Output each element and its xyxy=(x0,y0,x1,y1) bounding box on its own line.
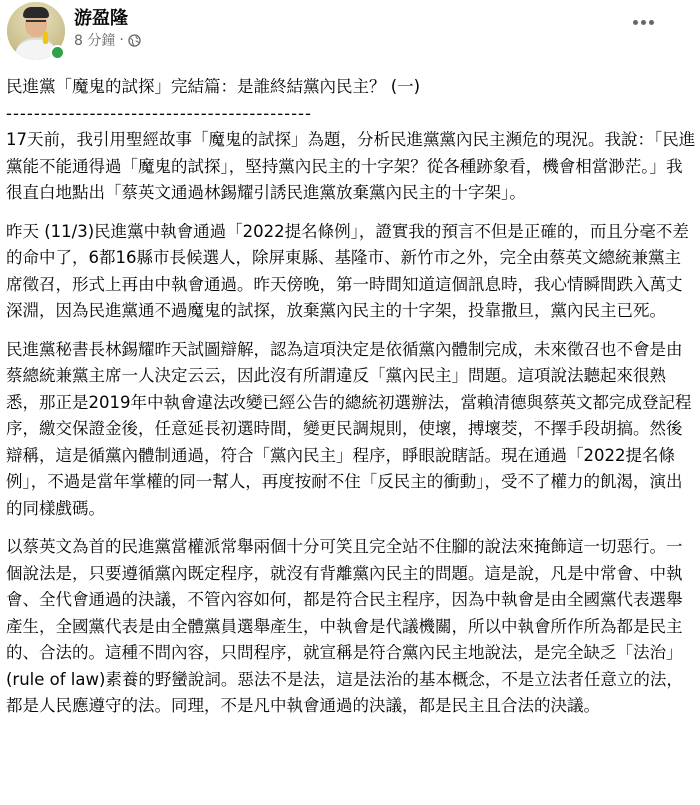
title-separator: -------------------------------------------- xyxy=(6,103,312,123)
author-name[interactable]: 游盈隆 xyxy=(74,8,128,29)
post-body xyxy=(6,74,696,720)
post-time[interactable]: 8 分鐘 xyxy=(74,33,116,49)
paragraph-1: 17天前，我引用聖經故事「魔鬼的試探」為題，分析民進黨黨內民主瀕危的現況。我說：「民進黨能不能通得過「魔鬼的試探」，堅持黨內民主的十字架？從各種跡象看，機會相當渺茫。」我很直白地點出「蔡英文通過林錫耀引誘民進黨放棄黨內民主的十字架」。 xyxy=(6,130,696,202)
paragraph-2: 昨天 (11/3)民進黨中執會通過「2022提名條例」，證實我的預言不但是正確的，而且分毫不差的命中了，6都16縣市長候選人，除屏東縣、基隆市、新竹市之外，完全由蔡英文總統兼黨主席徵召，形式上再由中執會通過。昨天傍晚，第一時間知道這個訊息時，我心情瞬間跌入萬丈深淵，因為民進黨通不過魔鬼的試探，放棄黨內民主的十字架，投靠撒旦，黨內民主已死。 xyxy=(6,221,689,320)
paragraph-3: 民進黨秘書長林錫耀昨天試圖辯解，認為這項決定是依循黨內體制完成，未來徵召也不會是由蔡總統兼黨主席一人決定云云，因此沒有所謂違反「黨內民主」問題。這項說法聽起來很熟悉，那正是2019年中執會違法改變已經公告的總統初選辦法，當賴清德與蔡英文都完成登記程序，繳交保證金後，任意延長初選時間，變更民調規則，使壞，搏壞茭，不擇手段胡搞。然後辯稱，這是循黨內體制通過，符合「黨內民主」程序，睜眼說瞎話。現在通過「2022提名條例」，不過是當年掌權的同一幫人，再度按耐不住「反民主的衝動」，受不了權力的飢渴，演出的同樣戲碼。 xyxy=(6,339,692,518)
more-options-icon[interactable] xyxy=(628,10,658,34)
post-header xyxy=(0,0,700,64)
post-title: 民進黨「魔鬼的試探」完結篇：是誰終結黨內民主？ (一) xyxy=(6,77,421,96)
online-status-dot xyxy=(50,45,65,60)
meta-separator: · xyxy=(119,32,124,48)
paragraph-4: 以蔡英文為首的民進黨當權派常舉兩個十分可笑且完全站不住腳的說法來掩飾這一切惡行。一個說法是，只要遵循黨內既定程序，就沒有背離黨內民主的問題。這是說，凡是中常會、中執會、全代會通過的決議，不管內容如何，都是符合民主程序，因為中執會是由全國黨代表選舉產生，全國黨代表是由全體黨員選舉產生，中執會是代議機關，所以中執會所作所為都是民主的、合法的。這種不問內容，只問程序，就宣稱是符合黨內民主地說法，是完全缺乏「法治」 (rule of law)素養的野蠻說詞。惡法不是法，這是法治的基本概念，不是立法者任意立的法，都是人民應遵守的法。同理，不是凡中執會通過的決議，都是民主且合法的決議。 xyxy=(6,537,688,715)
globe-icon[interactable] xyxy=(128,34,141,47)
post-meta xyxy=(74,30,141,50)
